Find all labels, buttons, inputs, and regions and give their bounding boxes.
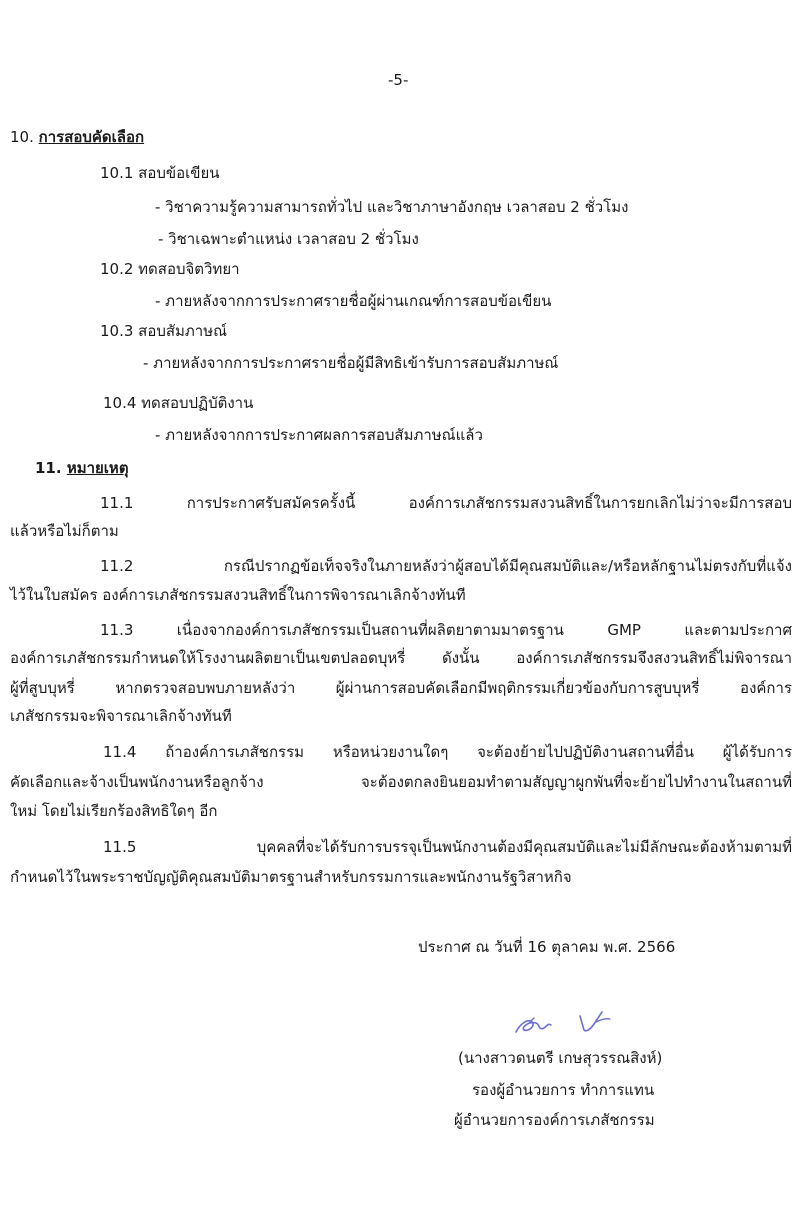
item-10-3-detail-1: - ภายหลังจากการประกาศรายชื่อผู้มีสิทธิเข้ารับการสอบสัมภาษณ์ <box>143 354 559 372</box>
item-10-1-detail-2: - วิชาเฉพาะตำแหน่ง เวลาสอบ 2 ชั่วโมง <box>158 230 419 248</box>
note-11-3-line-4: เภสัชกรรมจะพิจารณาเลิกจ้างทันที <box>10 707 232 725</box>
item-10-4-detail-1: - ภายหลังจากการประกาศผลการสอบสัมภาษณ์แล้ว <box>155 426 483 444</box>
item-10-3-heading: 10.3 สอบสัมภาษณ์ <box>100 322 228 340</box>
note-11-4-line-1: 11.4 ถ้าองค์การเภสัชกรรม หรือหน่วยงานใดๆ จะต้องย้ายไปปฏิบัติงานสถานที่อื่น ผู้ได้รับการ <box>103 743 792 761</box>
signatory-title: ผู้อำนวยการองค์การเภสัชกรรม <box>454 1111 655 1129</box>
section-10-title: การสอบคัดเลือก <box>38 128 145 146</box>
announcement-date: ประกาศ ณ วันที่ 16 ตุลาคม พ.ศ. 2566 <box>418 938 676 956</box>
section-11-heading <box>35 458 129 478</box>
note-11-3-line-2: องค์การเภสัชกรรมกำหนดให้โรงงานผลิตยาเป็นเขตปลอดบุหรี่ ดังนั้น องค์การเภสัชกรรมจึงสงวนสิทธิ์ไม่พิจารณา <box>10 649 792 667</box>
note-11-1-line-2: แล้วหรือไม่ก็ตาม <box>10 522 119 540</box>
section-10-heading <box>10 127 144 147</box>
note-11-4-line-2: คัดเลือกและจ้างเป็นพนักงานหรือลูกจ้าง จะต้องตกลงยินยอมทำตามสัญญาผูกพันที่จะย้ายไปทำงานในสถานที่ <box>10 773 792 791</box>
signatory-name: (นางสาวดนตรี เกษสุวรรณสิงห์) <box>458 1049 663 1067</box>
section-11-number: 11. <box>35 459 62 477</box>
note-11-5-line-1: 11.5 บุคคลที่จะได้รับการบรรจุเป็นพนักงานต้องมีคุณสมบัติและไม่มีลักษณะต้องห้ามตามที่ <box>103 838 792 856</box>
page-number: -5- <box>388 71 409 89</box>
note-11-3-line-1: 11.3 เนื่องจากองค์การเภสัชกรรมเป็นสถานที่ผลิตยาตามมาตรฐาน GMP และตามประกาศ <box>100 621 792 639</box>
note-11-5-line-2: กำหนดไว้ในพระราชบัญญัติคุณสมบัติมาตรฐานสำหรับกรรมการและพนักงานรัฐวิสาหกิจ <box>10 868 572 886</box>
handwritten-signature <box>510 1004 620 1038</box>
section-10-number: 10. <box>10 128 34 146</box>
note-11-3-line-3: ผู้ที่สูบบุหรี่ หากตรวจสอบพบภายหลังว่า ผู้ผ่านการสอบคัดเลือกมีพฤติกรรมเกี่ยวข้องกับการสูบบุหรี่ องค์การ <box>10 679 792 697</box>
signatory-position: รองผู้อำนวยการ ทำการแทน <box>472 1081 655 1099</box>
item-10-1-detail-1: - วิชาความรู้ความสามารถทั่วไป และวิชาภาษาอังกฤษ เวลาสอบ 2 ชั่วโมง <box>155 198 629 216</box>
item-10-4-heading: 10.4 ทดสอบปฏิบัติงาน <box>103 394 254 412</box>
item-10-1-heading: 10.1 สอบข้อเขียน <box>100 164 220 182</box>
note-11-2-line-2: ไว้ในใบสมัคร องค์การเภสัชกรรมสงวนสิทธิ์ในการพิจารณาเลิกจ้างทันที <box>10 586 466 604</box>
item-10-2-detail-1: - ภายหลังจากการประกาศรายชื่อผู้ผ่านเกณฑ์การสอบข้อเขียน <box>155 292 552 310</box>
note-11-1-line-1: 11.1 การประกาศรับสมัครครั้งนี้ องค์การเภสัชกรรมสงวนสิทธิ์ในการยกเลิกไม่ว่าจะมีการสอบ <box>100 494 792 512</box>
note-11-2-line-1: 11.2 กรณีปรากฏข้อเท็จจริงในภายหลังว่าผู้สอบได้มีคุณสมบัติและ/หรือหลักฐานไม่ตรงกับที่แจ้ง <box>100 557 792 575</box>
item-10-2-heading: 10.2 ทดสอบจิตวิทยา <box>100 260 240 278</box>
note-11-4-line-3: ใหม่ โดยไม่เรียกร้องสิทธิใดๆ อีก <box>10 802 218 820</box>
section-11-title: หมายเหตุ <box>66 459 129 477</box>
